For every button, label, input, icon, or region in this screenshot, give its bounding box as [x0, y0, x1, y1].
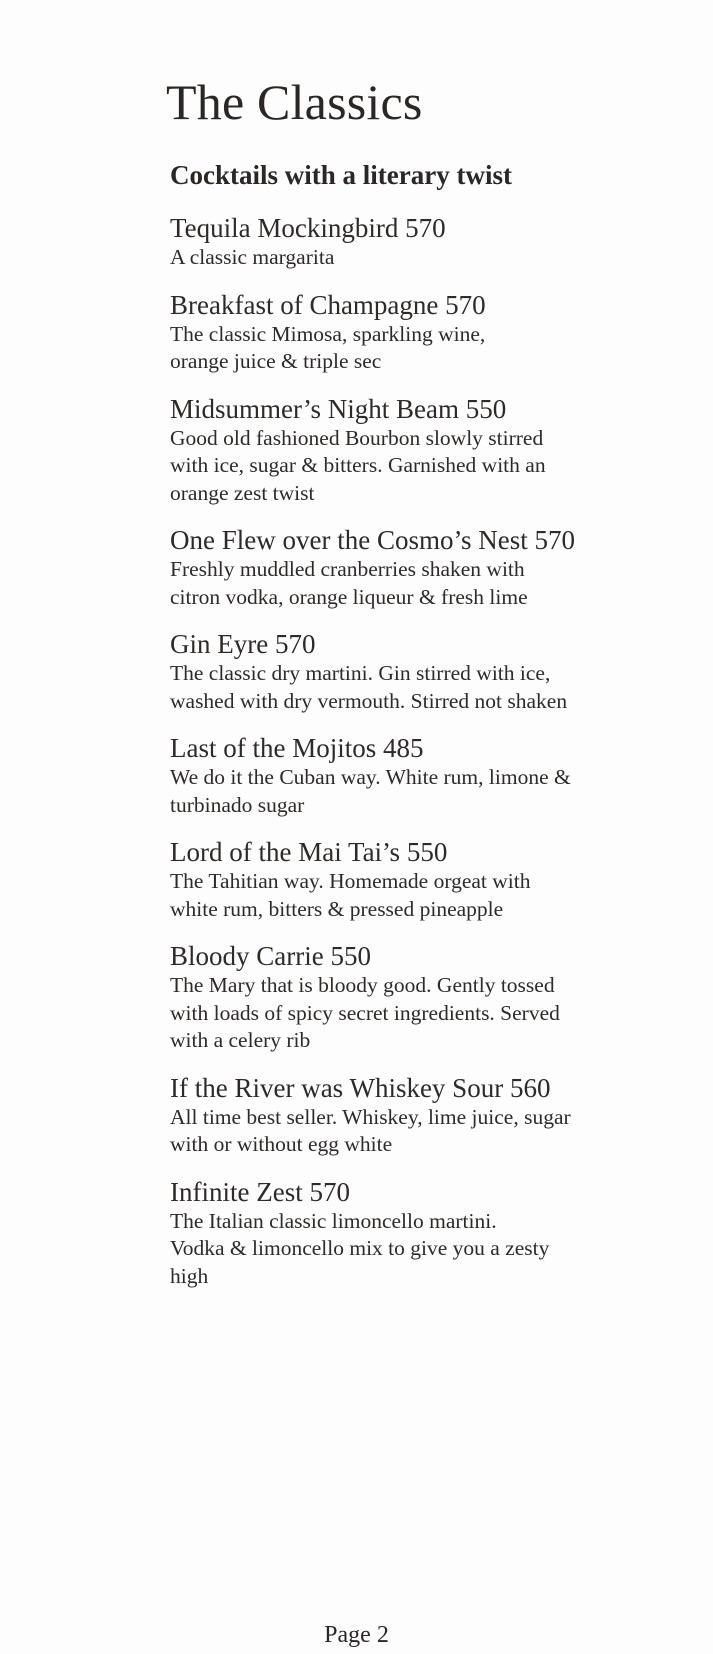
item-price: 570: [274, 629, 316, 659]
item-price: 570: [405, 213, 446, 243]
menu-item: [170, 1176, 690, 1291]
description-line: The Italian classic limoncello martini.: [170, 1208, 497, 1233]
item-price: 485: [382, 733, 424, 763]
description-line: We do it the Cuban way. White rum, limone &: [170, 765, 571, 789]
menu-item: [170, 393, 690, 508]
item-name: Tequila Mockingbird: [170, 213, 399, 243]
item-name: Bloody Carrie: [170, 941, 324, 971]
description-line: orange juice & triple sec: [170, 349, 382, 373]
description-line: Good old fashioned Bourbon slowly stirred: [170, 425, 544, 450]
item-name: Midsummer’s Night Beam: [170, 393, 459, 424]
description-line: with a celery rib: [170, 1028, 311, 1052]
description-line: The Mary that is bloody good. Gently tossed: [170, 973, 555, 997]
description-line: The classic Mimosa, sparkling wine,: [170, 321, 486, 346]
description-line: white rum, bitters & pressed pineapple: [170, 896, 504, 921]
page-number: Page 2: [324, 1622, 389, 1648]
item-name: One Flew over the Cosmo’s Nest: [170, 525, 528, 555]
item-description: [170, 556, 690, 611]
description-line: turbinado sugar: [170, 792, 305, 817]
item-name: If the River was Whiskey Sour: [170, 1072, 504, 1103]
description-line: orange zest twist: [170, 480, 315, 505]
item-description: [170, 425, 690, 508]
item-name: Gin Eyre: [170, 629, 269, 659]
item-price: 550: [465, 393, 507, 424]
item-description: [170, 244, 690, 272]
item-description: [170, 764, 690, 819]
item-price: 560: [509, 1072, 551, 1103]
description-line: with loads of spicy secret ingredients. Served: [170, 1000, 560, 1025]
cocktail-list: [170, 212, 690, 1307]
description-line: washed with dry vermouth. Stirred not shaken: [170, 688, 568, 713]
menu-item: [170, 940, 690, 1055]
item-description: [170, 972, 690, 1055]
menu-item: [170, 1072, 690, 1159]
description-line: The Tahitian way. Homemade orgeat with: [170, 869, 531, 893]
description-line: Freshly muddled cranberries shaken with: [170, 557, 525, 581]
item-price: 570: [309, 1176, 350, 1207]
description-line: high: [170, 1263, 209, 1288]
item-name: Last of the Mojitos: [170, 733, 377, 763]
menu-item: [170, 836, 690, 923]
item-description: [170, 660, 690, 715]
item-price: 570: [445, 289, 486, 320]
description-line: citron vodka, orange liqueur & fresh lime: [170, 584, 528, 609]
item-name: Infinite Zest: [170, 1176, 303, 1207]
description-line: The classic dry martini. Gin stirred with ice,: [170, 661, 551, 685]
item-description: [170, 868, 690, 923]
menu-item: [170, 212, 690, 272]
description-line: All time best seller. Whiskey, lime juice, sugar: [170, 1104, 571, 1129]
item-name: Lord of the Mai Tai’s: [170, 837, 401, 867]
item-name: Breakfast of Champagne: [170, 289, 439, 320]
menu-item: [170, 628, 690, 715]
menu-item: [170, 524, 690, 611]
page-title: The Classics: [166, 74, 423, 130]
description-line: with or without egg white: [170, 1132, 393, 1156]
description-line: Vodka & limoncello mix to give you a zesty: [170, 1236, 550, 1260]
description-line: with ice, sugar & bitters. Garnished with an: [170, 453, 546, 477]
item-price: 550: [330, 941, 371, 971]
description-line: A classic margarita: [170, 245, 335, 269]
item-description: [170, 1208, 690, 1291]
item-price: 550: [406, 837, 448, 867]
menu-item: [170, 289, 690, 376]
item-price: 570: [534, 525, 575, 555]
item-description: [170, 321, 690, 376]
menu-item: [170, 732, 690, 819]
page-subtitle: Cocktails with a literary twist: [170, 160, 512, 190]
item-description: [170, 1104, 690, 1159]
